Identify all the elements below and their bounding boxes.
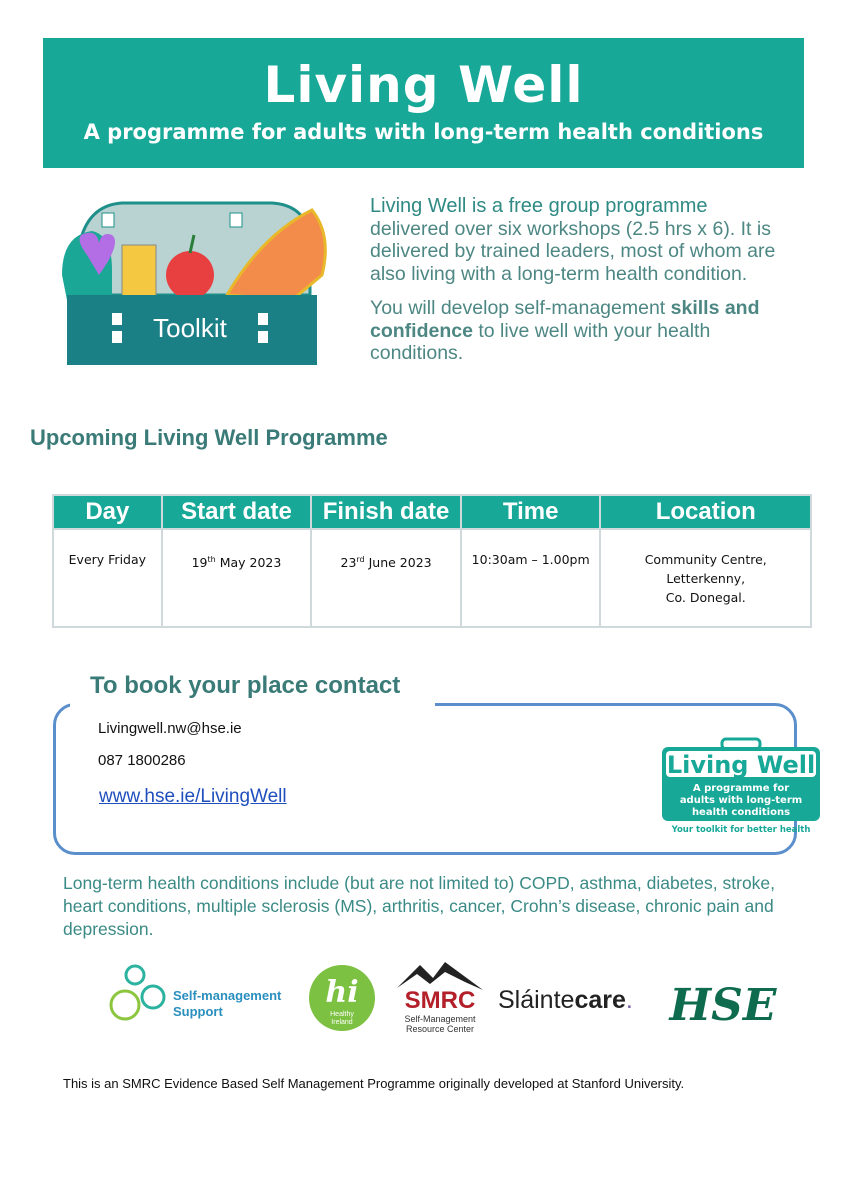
partner-logos [105, 960, 777, 1035]
header-day: Day [53, 495, 162, 529]
intro-text [370, 195, 790, 377]
banner-subtitle: A programme for adults with long-term health conditions [83, 120, 764, 144]
logo-text: HSE [669, 980, 777, 1031]
intro-lead: Living Well is a free group programme [370, 195, 708, 217]
logo-text: Self-management [173, 988, 282, 1003]
hse-logo [668, 980, 778, 1031]
start-rest: May 2023 [215, 555, 282, 571]
logo-text: Sláinte [498, 986, 575, 1014]
cell-start-date [162, 529, 312, 627]
slaintecare-logo [498, 986, 633, 1014]
logo-title: Living Well [666, 751, 816, 779]
contact-phone: 087 1800286 [98, 752, 186, 769]
table-header-row [53, 495, 811, 529]
toolkit-illustration [42, 195, 342, 370]
footer-note: This is an SMRC Evidence Based Self Management Programme originally developed at Stanford University. [63, 1076, 685, 1091]
title-banner [43, 38, 804, 168]
logo-tagline: Your toolkit for better health [671, 825, 811, 835]
smrc-logo [397, 962, 483, 1034]
logo-text: Ireland [331, 1019, 353, 1026]
intro-body: delivered over six workshops (2.5 hrs x 6). It is delivered by trained leaders, most of whom are also living with a long-term health condition. [370, 217, 776, 285]
header-start-date: Start date [162, 495, 312, 529]
cell-time: 10:30am – 1.00pm [461, 529, 601, 627]
logo-text: Self-Management [404, 1014, 476, 1024]
upcoming-heading: Upcoming Living Well Programme [30, 425, 388, 450]
intro-p2-a: You will develop self-management [370, 297, 671, 319]
logo-text: Healthy [330, 1011, 354, 1018]
conditions-text: Long-term health conditions include (but are not limited to) COPD, asthma, diabetes, stroke, heart conditions, multiple sclerosis (MS), arthritis, cancer, Crohn’s disease, chronic pain and depression. [63, 873, 776, 939]
logo-text: SMRC [404, 987, 476, 1014]
toolkit-label: Toolkit [153, 313, 227, 343]
contact-email[interactable]: Livingwell.nw@hse.ie [98, 720, 242, 737]
location-line: Co. Donegal. [665, 590, 746, 605]
svg-text:Sláintecare.: Sláintecare. [498, 986, 633, 1014]
intro-p2-b: to live well with your health conditions. [370, 319, 711, 364]
logo-text: care [574, 986, 626, 1014]
table-row [53, 529, 811, 627]
header-location: Location [600, 495, 811, 529]
healthy-ireland-logo [309, 965, 375, 1031]
cell-finish-date [311, 529, 461, 627]
logo-line: adults with long-term [679, 795, 803, 806]
logo-text: hi [325, 975, 359, 1010]
logo-text: Resource Center [405, 1024, 475, 1034]
cell-location [600, 529, 811, 627]
cell-day: Every Friday [53, 529, 162, 627]
finish-day: 23 [340, 555, 357, 571]
location-line: Letterkenny, [666, 571, 746, 586]
start-sup: th [207, 555, 216, 564]
self-management-support-logo [111, 966, 282, 1019]
contact-heading: To book your place contact [90, 672, 408, 700]
programme-table [52, 494, 812, 628]
start-day: 19 [191, 555, 208, 571]
website-link[interactable]: www.hse.ie/LivingWell [99, 786, 287, 807]
banner-title: Living Well [263, 56, 584, 114]
finish-rest: June 2023 [364, 555, 432, 571]
logo-line: A programme for [692, 783, 790, 794]
location-line: Community Centre, [644, 552, 767, 567]
header-finish-date: Finish date [311, 495, 461, 529]
logo-text: Support [173, 1004, 223, 1019]
intro-p2-bold: skills and confidence [370, 297, 760, 342]
logo-line: health conditions [691, 807, 791, 818]
header-time: Time [461, 495, 601, 529]
living-well-logo [660, 737, 822, 835]
finish-sup: rd [356, 555, 365, 564]
